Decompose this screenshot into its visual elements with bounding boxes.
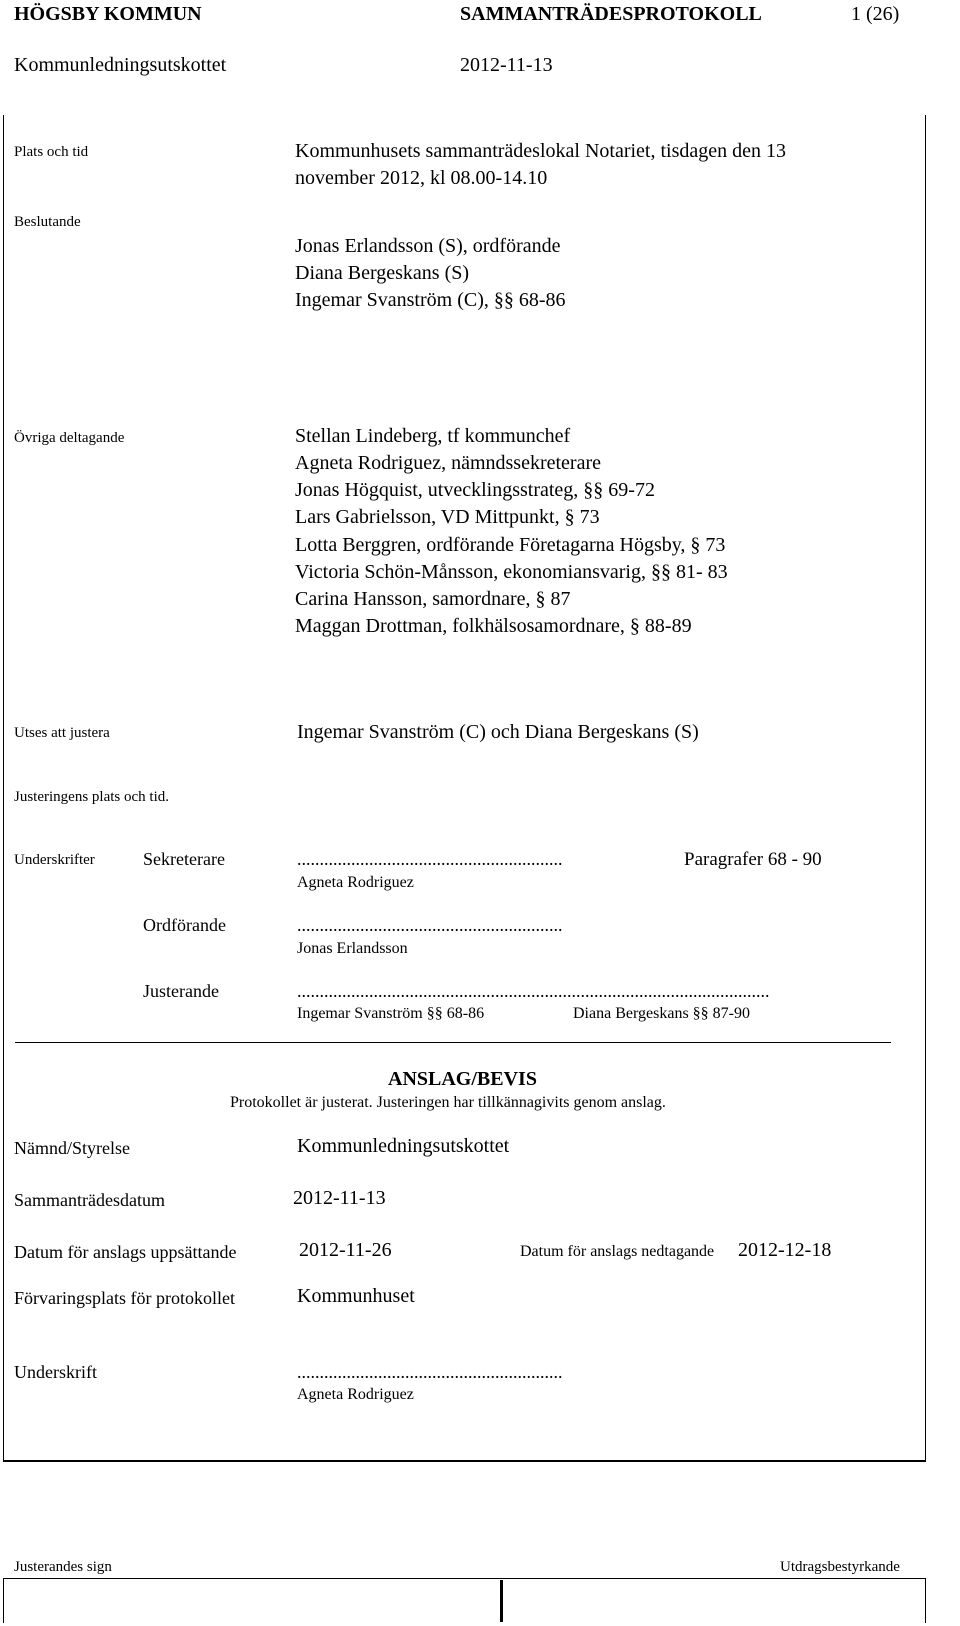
paragraph-range: Paragrafer 68 - 90 — [684, 849, 822, 870]
participant-8: Maggan Drottman, folkhälsosamordnare, § 88-89 — [295, 615, 692, 637]
decision-makers-label: Beslutande — [14, 214, 81, 230]
footer-extract-certification: Utdragsbestyrkande — [780, 1559, 900, 1575]
place-time-label: Plats och tid — [14, 144, 89, 160]
notice-title: ANSLAG/BEVIS — [388, 1068, 537, 1090]
participant-5: Lotta Berggren, ordförande Företagarna Högsby, § 73 — [295, 534, 726, 556]
adjuster-1-name: Ingemar Svanström §§ 68-86 — [297, 1005, 485, 1022]
section-divider — [15, 1042, 891, 1043]
municipality-name: HÖGSBY KOMMUN — [14, 3, 202, 25]
adjusters-label: Utses att justera — [14, 725, 110, 741]
storage-label: Förvaringsplats för protokollet — [14, 1288, 235, 1308]
removed-date-value: 2012-12-18 — [738, 1239, 832, 1261]
meeting-date-value: 2012-11-13 — [293, 1187, 386, 1209]
footer-divider — [500, 1580, 503, 1622]
participant-4: Lars Gabrielsson, VD Mittpunkt, § 73 — [295, 506, 600, 528]
board-value: Kommunledningsutskottet — [297, 1135, 510, 1157]
place-time-line-2: november 2012, kl 08.00-14.10 — [295, 167, 548, 189]
meeting-date: 2012-11-13 — [460, 54, 553, 76]
signatures-label: Underskrifter — [14, 852, 95, 868]
adjusters-value: Ingemar Svanström (C) och Diana Bergeskans (S) — [297, 721, 699, 743]
signature-line: ........................................................... — [297, 1362, 563, 1382]
chair-role: Ordförande — [143, 915, 226, 935]
removed-date-label: Datum för anslags nedtagande — [520, 1243, 715, 1260]
signature-name: Agneta Rodriguez — [297, 1386, 414, 1403]
secretary-signature-line: ........................................................... — [297, 849, 563, 869]
meeting-date-label: Sammanträdesdatum — [14, 1190, 165, 1210]
decision-maker-3: Ingemar Svanström (C), §§ 68-86 — [295, 289, 566, 311]
participant-2: Agneta Rodriguez, nämndssekreterare — [295, 452, 601, 474]
decision-maker-1: Jonas Erlandsson (S), ordförande — [295, 235, 561, 257]
storage-value: Kommunhuset — [297, 1285, 415, 1307]
participant-1: Stellan Lindeberg, tf kommunchef — [295, 425, 571, 447]
place-time-line-1: Kommunhusets sammanträdeslokal Notariet, tisdagen den 13 — [295, 140, 787, 162]
footer-box — [3, 1578, 926, 1623]
page-number: 1 (26) — [851, 3, 900, 25]
document-type: SAMMANTRÄDESPROTOKOLL — [460, 3, 762, 25]
footer-adjusters-sign: Justerandes sign — [14, 1559, 112, 1575]
adjustment-place-label: Justeringens plats och tid. — [14, 789, 169, 805]
committee-name: Kommunledningsutskottet — [14, 54, 227, 76]
posted-date-label: Datum för anslags uppsättande — [14, 1242, 237, 1262]
signature-label: Underskrift — [14, 1362, 97, 1382]
adjuster-role: Justerande — [143, 981, 219, 1001]
board-label: Nämnd/Styrelse — [14, 1138, 130, 1158]
other-participants-label: Övriga deltagande — [14, 430, 125, 446]
participant-3: Jonas Högquist, utvecklingsstrateg, §§ 69-72 — [295, 479, 655, 501]
notice-subtitle: Protokollet är justerat. Justeringen har tillkännagivits genom anslag. — [230, 1094, 666, 1111]
decision-maker-2: Diana Bergeskans (S) — [295, 262, 470, 284]
adjuster-signature-line: ......................................................................................................... — [297, 981, 770, 1001]
chair-signature-line: ........................................................... — [297, 915, 563, 935]
chair-name: Jonas Erlandsson — [297, 940, 408, 957]
adjuster-2-name: Diana Bergeskans §§ 87-90 — [573, 1005, 750, 1022]
participant-7: Carina Hansson, samordnare, § 87 — [295, 588, 571, 610]
participant-6: Victoria Schön-Månsson, ekonomiansvarig, §§ 81- 83 — [295, 561, 728, 583]
secretary-name: Agneta Rodriguez — [297, 874, 414, 891]
posted-date-value: 2012-11-26 — [299, 1239, 392, 1261]
secretary-role: Sekreterare — [143, 849, 225, 869]
